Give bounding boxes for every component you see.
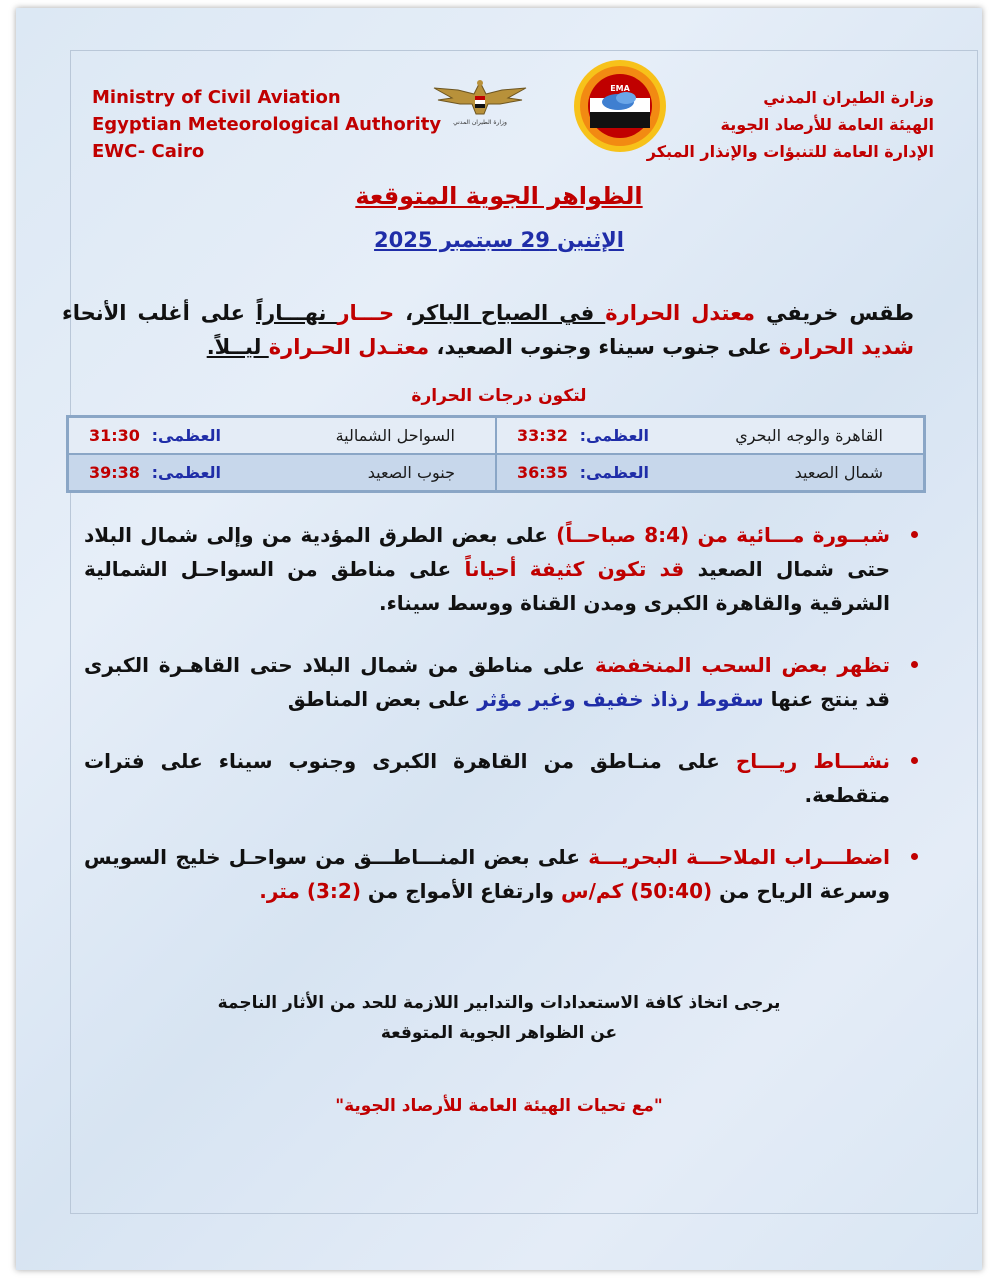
ema-logo-text: EMA: [610, 84, 630, 93]
forecast-date: الإثنين 29 سبتمبر 2025: [374, 228, 624, 252]
list-item: شبــورة مـــائية من (8:4 صباحــاً) على بعض الطرق المؤدية من وإلى شمال البلاد حتى شمال الصعيد قد تكون كثيفة أحياناً على مناطق من السواحـل الشمالية الشرقية والقاهرة الكبرى ومدن القناة ووسط سيناء.: [84, 518, 890, 620]
temp-cell-north-upper-egypt: شمال الصعيد العظمى: 36:35: [496, 454, 924, 491]
list-item: تظهر بعض السحب المنخفضة على مناطق من شمال البلاد حتى القاهـرة الكبرى قد ينتج عنها سقوط رذاذ خفيف وغير مؤثر على بعض المناطق: [84, 648, 890, 716]
temp-cell-south-upper-egypt: جنوب الصعيد العظمى: 39:38: [68, 454, 496, 491]
arabic-header: [647, 84, 934, 165]
closing-line-1: يرجى اتخاذ كافة الاستعدادات والتدابير اللازمة للحد من الأثار الناجمة: [217, 993, 781, 1013]
list-item: اضطـــراب الملاحـــة البحريـــة على بعض المنـــاطـــق من سواحـل خليج السويس وسرعة الرياح من (50:40) كم/س وارتفاع الأمواج من (3:2) متر.: [84, 840, 890, 908]
bullet-icon: [911, 757, 918, 764]
ministry-name-ar: وزارة الطيران المدني: [763, 88, 934, 107]
ministry-name-en: Ministry of Civil Aviation: [92, 87, 341, 108]
center-name-en: EWC- Cairo: [92, 141, 205, 162]
bullet-icon: [911, 661, 918, 668]
english-header: [92, 84, 441, 165]
closing-note: [0, 988, 998, 1048]
authority-name-ar: الهيئة العامة للأرصاد الجوية: [720, 115, 934, 134]
logo-caption: وزارة الطيران المدني: [453, 119, 507, 126]
temperature-table: [66, 415, 926, 493]
temp-cell-north-coast: السواحل الشمالية العظمى: 31:30: [68, 417, 496, 454]
department-name-ar: الإدارة العامة للتنبؤات والإنذار المبكر: [646, 142, 934, 161]
civil-aviation-eagle-logo: [428, 74, 532, 134]
page-title: الظواهر الجوية المتوقعة: [355, 182, 643, 210]
regards-line: "مع تحيات الهيئة العامة للأرصاد الجوية": [335, 1096, 663, 1116]
list-item: نشـــاط ريـــاح على منـاطق من القاهرة الكبرى وجنوب سيناء على فترات متقطعة.: [84, 744, 890, 812]
authority-name-en: Egyptian Meteorological Authority: [92, 114, 442, 135]
bullet-icon: [911, 531, 918, 538]
temperatures-heading: لتكون درجات الحرارة: [411, 386, 587, 406]
weather-phenomena-list: [84, 518, 890, 936]
closing-line-2: عن الظواهر الجوية المتوقعة: [380, 1023, 618, 1043]
intro-paragraph: طقس خريفي معتدل الحرارة في الصباح الباكر، حـــار نهـــاراً على أغلب الأنحاء شديد الحرارة على جنوب سيناء وجنوب الصعيد، معتـدل الحـرارة ليــلاً.: [62, 301, 915, 359]
temp-cell-cairo-delta: القاهرة والوجه البحري العظمى: 33:32: [496, 417, 924, 454]
bullet-icon: [911, 853, 918, 860]
